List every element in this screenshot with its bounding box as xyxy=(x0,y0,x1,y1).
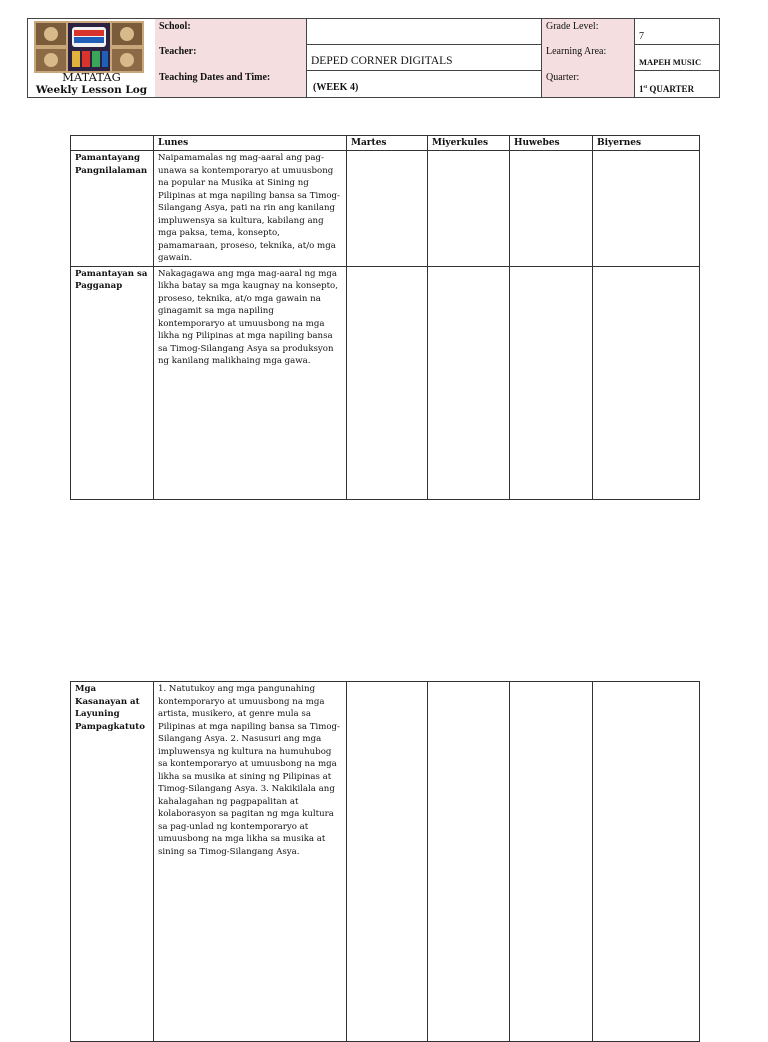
teaching-dates-field[interactable]: (WEEK 4) xyxy=(307,70,542,97)
table-row xyxy=(71,151,700,267)
teacher-label: Teacher: xyxy=(155,44,307,70)
logo-subtitle: Weekly Lesson Log xyxy=(35,84,148,96)
quarter-field[interactable] xyxy=(635,70,719,97)
lesson-log-header xyxy=(27,18,720,98)
header-blank-cell xyxy=(71,136,154,151)
grade-level-label: Grade Level: xyxy=(542,19,635,45)
day-header-lunes: Lunes xyxy=(154,136,347,151)
miyerkules-cell[interactable] xyxy=(428,682,510,1042)
martes-cell[interactable] xyxy=(347,682,428,1042)
deped-corner-logo-icon xyxy=(34,21,144,73)
martes-cell[interactable] xyxy=(347,266,428,499)
huwebes-cell[interactable] xyxy=(510,151,593,267)
day-header-biyernes: Biyernes xyxy=(593,136,700,151)
logo-cell xyxy=(28,19,156,97)
huwebes-cell[interactable] xyxy=(510,682,593,1042)
quarter-word: QUARTER xyxy=(649,84,695,94)
teaching-dates-label: Teaching Dates and Time: xyxy=(155,70,307,97)
day-header-martes: Martes xyxy=(347,136,428,151)
biyernes-cell[interactable] xyxy=(593,266,700,499)
header-row-dates xyxy=(155,70,719,97)
lesson-table-standards xyxy=(70,135,700,500)
table-row xyxy=(71,266,700,499)
grade-level-field[interactable]: 7 xyxy=(639,31,644,42)
miyerkules-cell[interactable] xyxy=(428,266,510,499)
biyernes-cell[interactable] xyxy=(593,682,700,1042)
miyerkules-cell[interactable] xyxy=(428,151,510,267)
lunes-content-standard: Naipamamalas ng mag-aaral ang pag-unawa sa kontemporaryo at umuusbong na popular na Musika at Sining ng Pilipinas at mga napiling bansa sa Timog-Silangang Asya, pati na rin ang kanilang impluwensya sa kultura, kabilang ang mga paksa, tema, konsepto, pamamaraan, proseso, teknika, at/o mga gawain. xyxy=(154,151,347,267)
teacher-field[interactable]: DEPED CORNER DIGITALS xyxy=(307,44,542,70)
table-header-row xyxy=(71,136,700,151)
lunes-learning-competencies: 1. Natutukoy ang mga pangunahing kontemporaryo at umuusbong na mga artista, musikero, at genre mula sa Pilipinas at mga napiling bansa sa Timog-Silangang Asya. 2. Nasusuri ang mga impluwensya ng kultura na humuhubog sa kontemporaryo at umuusbong na mga likha sa musika at sining ng Pilipinas at Timog-Silangang Asya. 3. Nakikilala ang kahalagahan ng pagpapalitan at kolaborasyon sa pagitan ng mga kultura sa pag-unlad ng kontemporaryo at umuusbong na mga likha sa musika at sining sa Timog-Silangang Asya. xyxy=(154,682,347,1042)
martes-cell[interactable] xyxy=(347,151,428,267)
lunes-performance-standard: Nakagagawa ang mga mag-aaral ng mga likha batay sa mga kaugnay na konsepto, proseso, teknika, at/o mga gawain na ginagamit sa mga napiling kontemporaryo at umuusbong na mga likha ng Pilipinas at mga napiling bansa sa Timog-Silangang Asya sa produksyon ng kanilang malikhaing mga gawa. xyxy=(154,266,347,499)
school-label: School: xyxy=(155,19,307,45)
learning-area-field[interactable]: MAPEH MUSIC xyxy=(639,57,702,67)
row-label-performance-standard: Pamantayan sa Pagganap xyxy=(71,266,154,499)
table-row xyxy=(71,682,700,1042)
biyernes-cell[interactable] xyxy=(593,151,700,267)
row-label-content-standard: Pamantayang Pangnilalaman xyxy=(71,151,154,267)
day-header-huwebes: Huwebes xyxy=(510,136,593,151)
header-row-school xyxy=(155,19,719,45)
huwebes-cell[interactable] xyxy=(510,266,593,499)
learning-area-label: Learning Area: xyxy=(542,44,635,70)
lesson-table-competencies xyxy=(70,681,700,1042)
day-header-miyerkules: Miyerkules xyxy=(428,136,510,151)
quarter-number: 1 xyxy=(639,84,644,94)
row-label-learning-competencies: Mga Kasanayan at Layuning Pampagkatuto xyxy=(71,682,154,1042)
school-field[interactable] xyxy=(307,19,542,45)
logo-title-matatag: MATATAG xyxy=(62,70,121,84)
header-row-teacher xyxy=(155,44,719,70)
quarter-label: Quarter: xyxy=(542,70,635,97)
quarter-suffix: st xyxy=(643,85,648,90)
